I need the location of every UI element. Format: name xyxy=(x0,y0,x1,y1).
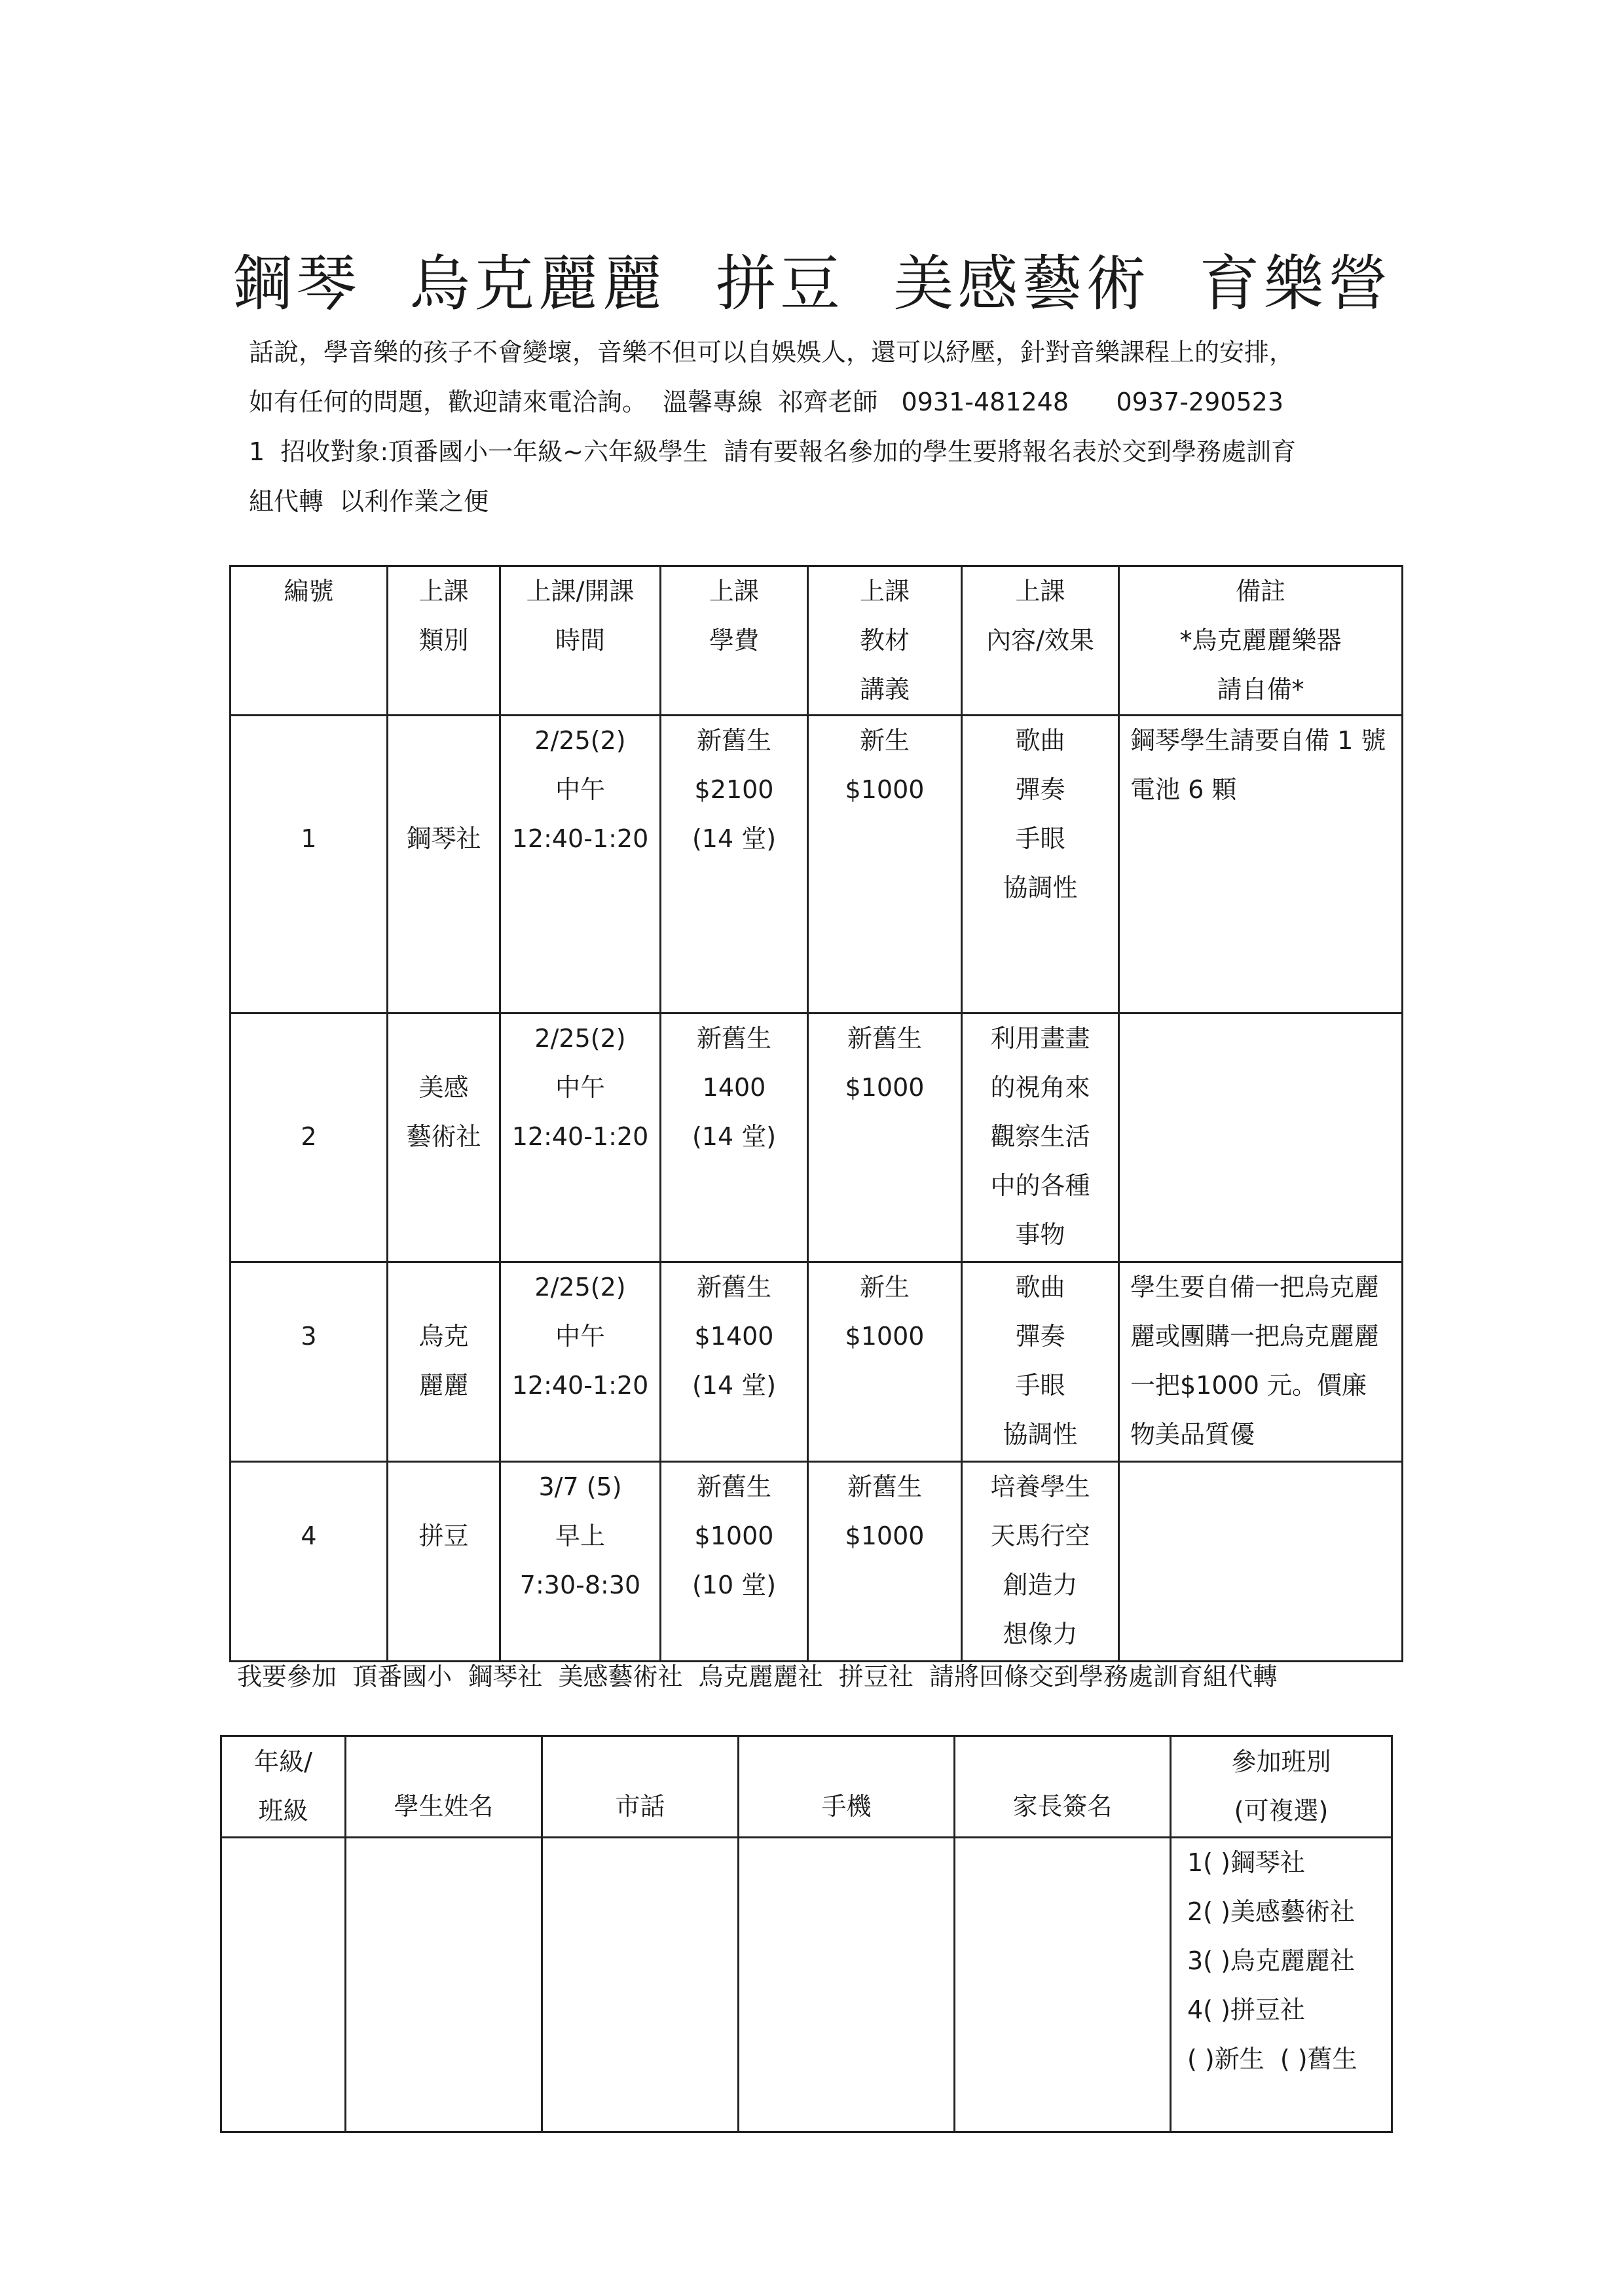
intro-line: 如有任何的問題，歡迎請來電洽詢。 溫馨專線 祁齊老師 0931-481248 0937-290523 xyxy=(249,388,1283,416)
form-header-row xyxy=(221,1736,1392,1838)
header-cell: 上課 學費 xyxy=(661,566,808,716)
row-number: 4 xyxy=(231,1462,388,1662)
option-art[interactable]: 2( )美感藝術社 xyxy=(1187,1897,1355,1926)
row-number: 3 xyxy=(231,1262,388,1462)
intro-text xyxy=(249,327,1401,526)
course-material: 新生 $1000 xyxy=(808,1262,962,1462)
row-number: 1 xyxy=(231,716,388,1013)
mobile-field[interactable] xyxy=(739,1838,955,2132)
course-material: 新舊生 $1000 xyxy=(808,1013,962,1262)
option-perler-beads[interactable]: 4( )拼豆社 xyxy=(1187,1995,1305,2024)
course-fee: 新舊生 1400 (14 堂) xyxy=(661,1013,808,1262)
option-piano[interactable]: 1( )鋼琴社 xyxy=(1187,1848,1305,1877)
course-category: 拼豆 xyxy=(388,1462,500,1662)
header-cell: 上課/開課 時間 xyxy=(500,566,661,716)
course-note xyxy=(1119,1462,1403,1662)
option-student-type[interactable]: ( )新生 ( )舊生 xyxy=(1187,2045,1357,2073)
course-category: 美感 藝術社 xyxy=(388,1013,500,1262)
course-note xyxy=(1119,1013,1403,1262)
table-row xyxy=(231,716,1403,1013)
page-title: 鋼琴 烏克麗麗 拼豆 美感藝術 育樂營 xyxy=(232,249,1392,319)
header-student-name: 學生姓名 xyxy=(346,1736,542,1838)
header-home-phone: 市話 xyxy=(542,1736,739,1838)
table-row xyxy=(231,1462,1403,1662)
signup-instruction: 我要參加 頂番國小 鋼琴社 美感藝術社 烏克麗麗社 拼豆社 請將回條交到學務處訓育組代轉 xyxy=(237,1662,1278,1691)
form-entry-row xyxy=(221,1838,1392,2132)
header-cell: 編號 xyxy=(231,566,388,716)
header-cell: 備註 *烏克麗麗樂器 請自備* xyxy=(1119,566,1403,716)
course-fee: 新舊生 $1000 (10 堂) xyxy=(661,1462,808,1662)
course-content: 歌曲 彈奏 手眼 協調性 xyxy=(962,1262,1119,1462)
header-cell: 上課 教材 講義 xyxy=(808,566,962,716)
course-material: 新舊生 $1000 xyxy=(808,1462,962,1662)
course-fee: 新舊生 $1400 (14 堂) xyxy=(661,1262,808,1462)
course-time: 2/25(2) 中午 12:40-1:20 xyxy=(500,1262,661,1462)
table-row xyxy=(231,1013,1403,1262)
course-content: 利用畫畫 的視角來 觀察生活 中的各種 事物 xyxy=(962,1013,1119,1262)
course-content: 歌曲 彈奏 手眼 協調性 xyxy=(962,716,1119,1013)
intro-line: 組代轉 以利作業之便 xyxy=(249,487,489,516)
signup-form-table xyxy=(220,1735,1393,2133)
header-mobile: 手機 xyxy=(739,1736,955,1838)
course-time: 3/7 (5) 早上 7:30-8:30 xyxy=(500,1462,661,1662)
course-fee: 新舊生 $2100 (14 堂) xyxy=(661,716,808,1013)
option-ukulele[interactable]: 3( )烏克麗麗社 xyxy=(1187,1946,1355,1975)
header-parent-signature: 家長簽名 xyxy=(955,1736,1171,1838)
header-grade-class: 年級/ 班級 xyxy=(221,1736,346,1838)
header-class-choice: 參加班別 (可複選) xyxy=(1171,1736,1392,1838)
table-row xyxy=(231,1262,1403,1462)
row-number: 2 xyxy=(231,1013,388,1262)
course-time: 2/25(2) 中午 12:40-1:20 xyxy=(500,716,661,1013)
grade-class-field[interactable] xyxy=(221,1838,346,2132)
course-header-row xyxy=(231,566,1403,716)
course-note: 學生要自備一把烏克麗麗或團購一把烏克麗麗一把$1000 元。價廉物美品質優 xyxy=(1119,1262,1403,1462)
parent-signature-field[interactable] xyxy=(955,1838,1171,2132)
course-content: 培養學生 天馬行空 創造力 想像力 xyxy=(962,1462,1119,1662)
class-choice-options xyxy=(1171,1838,1392,2132)
course-table xyxy=(229,565,1403,1662)
intro-line: 話說，學音樂的孩子不會變壞，音樂不但可以自娛娛人，還可以紓壓，針對音樂課程上的安排， xyxy=(249,338,1295,367)
student-name-field[interactable] xyxy=(346,1838,542,2132)
header-cell: 上課 類別 xyxy=(388,566,500,716)
header-cell: 上課 內容/效果 xyxy=(962,566,1119,716)
course-category: 鋼琴社 xyxy=(388,716,500,1013)
course-note: 鋼琴學生請要自備 1 號電池 6 顆 xyxy=(1119,716,1403,1013)
intro-line: 1 招收對象:頂番國小一年級~六年級學生 請有要報名參加的學生要將報名表於交到學務處訓育 xyxy=(249,437,1297,466)
course-material: 新生 $1000 xyxy=(808,716,962,1013)
home-phone-field[interactable] xyxy=(542,1838,739,2132)
course-time: 2/25(2) 中午 12:40-1:20 xyxy=(500,1013,661,1262)
course-category: 烏克 麗麗 xyxy=(388,1262,500,1462)
